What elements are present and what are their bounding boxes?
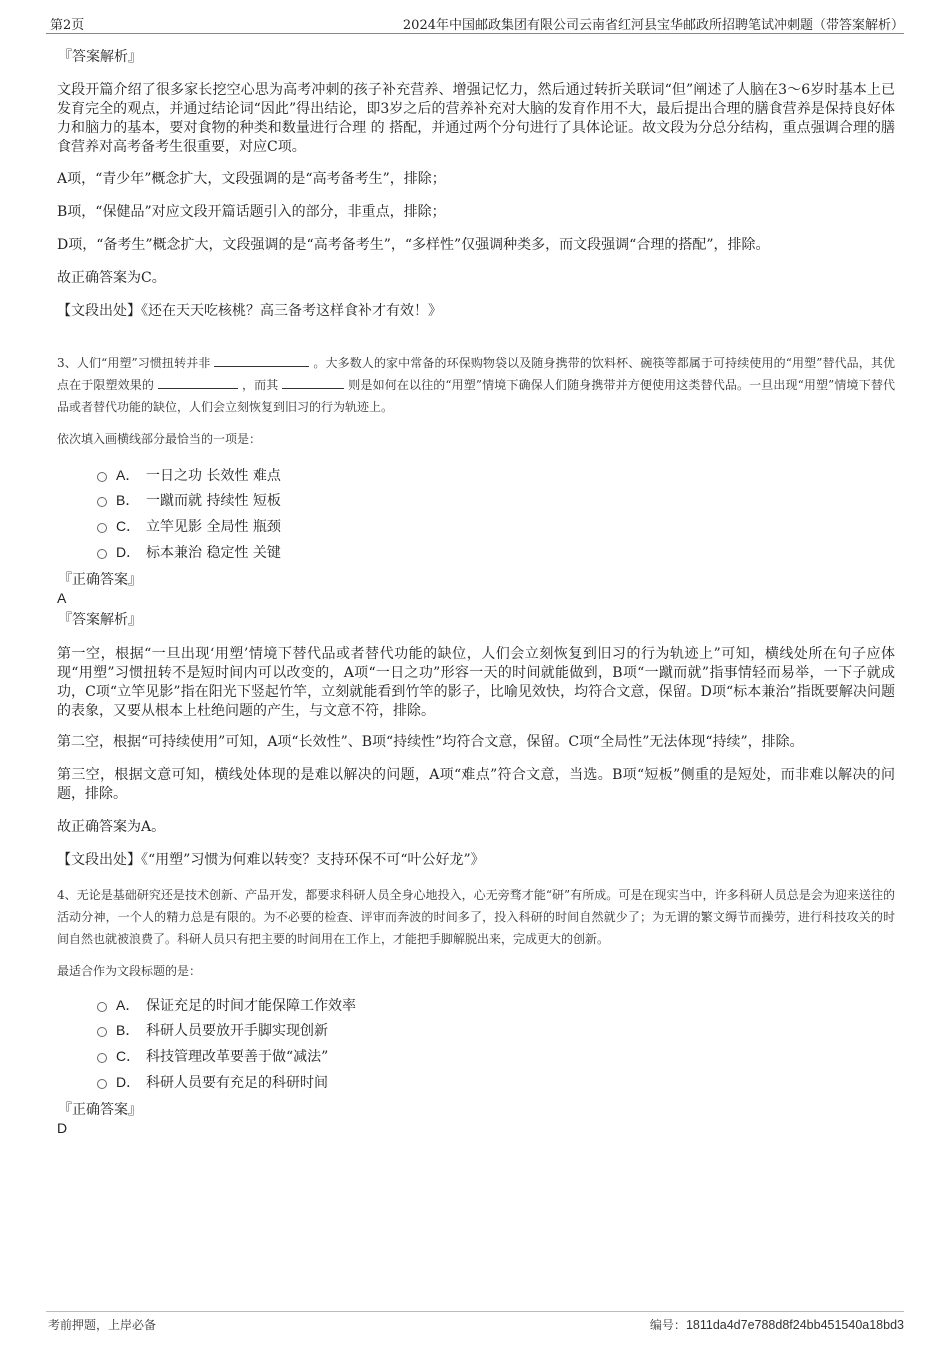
q3-stem-part-4: 则是如何在以往的“用塑”情境下确保人们随身携带并方便使用这类替代品。一旦出现“用塑”情境下替代品或者替代功能的缺位，人们会立刻恢复到旧习的行为轨迹上。 [57,378,895,414]
option-key: D． [116,544,141,560]
q3-analysis-label: 『答案解析』 [58,612,142,628]
footer-code-label: 编号： [649,1318,686,1332]
radio-icon[interactable] [97,1027,107,1037]
footer-code-value: 1811da4d7e788d8f24bb451540a18bd3 [685,1318,904,1332]
footer-code [650,1316,904,1333]
option-text: 标本兼治 稳定性 关键 [146,545,281,561]
q3-source: 【文段出处】《“用塑”习惯为何难以转变？支持环保不可“叶公好龙”》 [57,852,485,868]
q2-conclusion: 故正确答案为C。 [57,270,166,286]
footer-slogan: 考前押题，上岸必备 [48,1318,157,1332]
q3-option-a[interactable] [97,466,281,485]
q3-stem [57,352,895,418]
q3-blank-3 [282,376,344,389]
footer-divider [46,1311,904,1312]
q4-option-d[interactable] [97,1073,328,1092]
option-key: B． [116,1022,140,1038]
q3-option-d[interactable] [97,543,281,562]
q3-prompt: 依次填入画横线部分最恰当的一项是： [57,432,262,446]
q3-option-b[interactable] [97,491,281,510]
q3-stem-part-2: 。大多数人的家中常备的环保购物袋以及随身携带的饮料杯、碗筷等都属于可持续使用的“用塑”替代品，其优点在于限塑效果的 [57,356,896,392]
q2-source: 【文段出处】《还在天天吃核桃？高三备考这样食补才有效！》 [57,303,442,319]
q3-analysis-1: 第一空，根据“一旦出现‘用塑’情境下替代品或者替代功能的缺位，人们会立刻恢复到旧习的行为轨迹上”可知，横线处所在句子应体现“用塑”习惯扭转不是短时间内可以改变的，A项“一日之功”形容一天的时间就能做到，B项“一蹴而就”指事情轻而易举，一下子就成功，C项“立竿见影”指在阳光下竖起竹竿，立刻就能看到竹竿的影子，比喻见效快，均符合文意，保留。D项“标本兼治”指既要解决问题的表象，又要从根本上杜绝问题的产生，与文意不符，排除。 [57,646,895,719]
radio-icon[interactable] [97,1002,107,1012]
q4-prompt: 最适合作为文段标题的是： [57,964,202,978]
option-key: A． [116,997,140,1013]
radio-icon[interactable] [97,549,107,559]
q3-option-c[interactable] [97,517,281,536]
q2-option-d-note: D项，“备考生”概念扩大，文段强调的是“高考备考生”，“多样性”仅强调种类多，而文段强调“合理的搭配”，排除。 [57,237,770,253]
q3-blank-1 [214,354,309,367]
q3-answer: A [57,590,67,606]
q2-analysis: 文段开篇介绍了很多家长挖空心思为高考冲刺的孩子补充营养、增强记忆力，然后通过转折关联词“但”阐述了人脑在3～6岁时基本上已发育完全的观点，并通过结论词“因此”得出结论，即3岁之后的营养补充对大脑的发育作用不大，最后提出合理的膳食营养是保持良好体力和脑力的基本，要对食物的种类和数量进行合理 的 搭配，并通过两个分句进行了具体论证。故文段为分总分结构，重点强调合理的膳食营养对高考备考生很重要，对应C项。 [57,82,895,155]
radio-icon[interactable] [97,1079,107,1089]
q4-answer: D [57,1120,68,1136]
radio-icon[interactable] [97,472,107,482]
option-key: C． [116,1048,141,1064]
option-text: 科研人员要放开手脚实现创新 [146,1023,328,1039]
option-key: C． [116,518,141,534]
q2-option-b-note: B项，“保健品”对应文段开篇话题引入的部分，非重点，排除； [57,204,446,220]
option-key: B． [116,492,140,508]
option-text: 立竿见影 全局性 瓶颈 [146,519,281,535]
option-text: 保证充足的时间才能保障工作效率 [146,998,356,1014]
q3-analysis-3: 第三空，根据文意可知，横线处体现的是难以解决的问题，A项“难点”符合文意，当选。B项“短板”侧重的是短处，而非难以解决的问题，排除。 [57,767,895,802]
q4-stem: 4、无论是基础研究还是技术创新、产品开发，都要求科研人员全身心地投入，心无旁骛才能“研”有所成。可是在现实当中，许多科研人员总是会为迎来送往的活动分神，一个人的精力总是有限的。为不必要的检查、评审而奔波的时间多了，投入科研的时间自然就少了；为无谓的繁文缛节而操劳，进行科技攻关的时间自然也就被浪费了。科研人员只有把主要的时间用在工作上，才能把手脚解脱出来，完成更大的创新。 [57,888,895,946]
option-text: 科研人员要有充足的科研时间 [146,1075,328,1091]
document-title: 2024年中国邮政集团有限公司云南省红河县宝华邮政所招聘笔试冲刺题（带答案解析） [402,18,904,33]
page-number: 第2页 [50,18,85,33]
q3-stem-part-3: ，而其 [241,378,279,392]
q3-stem-part-1: 3、人们“用塑”习惯扭转并非 [57,356,211,370]
q4-option-b[interactable] [97,1021,328,1040]
radio-icon[interactable] [97,1053,107,1063]
q3-blank-2 [158,376,238,389]
q2-option-a-note: A项，“青少年”概念扩大，文段强调的是“高考备考生”，排除； [57,171,446,187]
option-key: A． [116,467,140,483]
option-key: D． [116,1074,141,1090]
header-divider [46,33,904,34]
q2-analysis-label: 『答案解析』 [58,49,142,65]
q4-option-a[interactable] [97,996,356,1015]
q4-answer-label: 『正确答案』 [58,1102,142,1118]
option-text: 一日之功 长效性 难点 [146,468,281,484]
q4-option-c[interactable] [97,1047,328,1066]
q3-answer-label: 『正确答案』 [58,572,142,588]
radio-icon[interactable] [97,497,107,507]
q3-analysis-2: 第二空，根据“可持续使用”可知，A项“长效性”、B项“持续性”均符合文意，保留。C项“全局性”无法体现“持续”，排除。 [57,734,804,750]
option-text: 科技管理改革要善于做“减法” [146,1049,329,1065]
option-text: 一蹴而就 持续性 短板 [146,493,281,509]
radio-icon[interactable] [97,523,107,533]
q3-conclusion: 故正确答案为A。 [57,819,166,835]
